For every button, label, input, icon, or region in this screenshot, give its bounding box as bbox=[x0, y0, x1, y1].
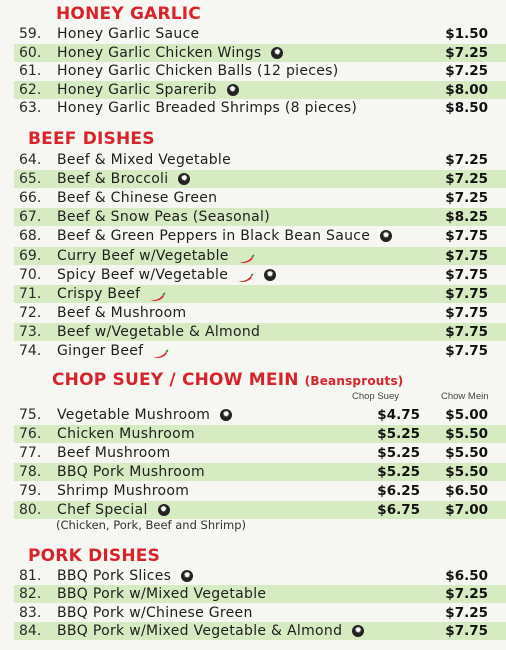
item-price-chow-mein: $5.50 bbox=[445, 445, 488, 461]
item-number: 71. bbox=[19, 285, 42, 302]
item-price: $7.75 bbox=[445, 247, 488, 264]
chili-pepper-icon bbox=[148, 289, 166, 299]
signature-star-icon: ✹ bbox=[271, 47, 283, 59]
chili-pepper-icon bbox=[237, 251, 255, 261]
menu-item-row bbox=[14, 585, 506, 603]
item-name-text: BBQ Pork Slices bbox=[57, 568, 172, 584]
item-number: 75. bbox=[19, 407, 42, 423]
item-name-text: Crispy Beef bbox=[57, 285, 141, 302]
item-name bbox=[57, 247, 255, 265]
signature-star-icon: ✹ bbox=[178, 173, 190, 185]
item-number: 73. bbox=[19, 323, 42, 340]
item-number: 84. bbox=[19, 623, 42, 640]
menu-item-row bbox=[14, 44, 506, 62]
item-price: $7.75 bbox=[445, 343, 488, 359]
item-name-text: Beef w/Vegetable & Almond bbox=[57, 323, 261, 340]
menu-item-row bbox=[14, 99, 506, 117]
item-number: 65. bbox=[19, 171, 42, 188]
chop-suey-title: CHOP SUEY / CHOW MEIN bbox=[52, 370, 299, 390]
signature-star-icon: ✹ bbox=[264, 269, 276, 281]
item-price-chow-mein: $5.50 bbox=[445, 426, 488, 442]
item-price-chop-suey: $5.25 bbox=[377, 426, 420, 442]
signature-star-icon: ✹ bbox=[227, 84, 239, 96]
item-name-text: Beef & Mushroom bbox=[57, 304, 187, 321]
item-price: $7.25 bbox=[445, 604, 488, 621]
item-price: $7.25 bbox=[445, 171, 488, 188]
menu-item-row bbox=[14, 170, 506, 188]
item-name-text: Honey Garlic Breaded Shrimps (8 pieces) bbox=[57, 100, 358, 117]
item-name bbox=[57, 323, 260, 341]
item-number: 81. bbox=[19, 568, 42, 584]
item-name-text: Vegetable Mushroom bbox=[57, 407, 211, 423]
menu-item-row bbox=[14, 266, 506, 284]
item-name bbox=[57, 622, 364, 640]
item-price: $7.75 bbox=[445, 285, 488, 302]
item-price: $7.75 bbox=[445, 228, 488, 245]
item-price-chop-suey: $4.75 bbox=[377, 407, 420, 423]
item-price-chow-mein: $5.00 bbox=[445, 407, 488, 423]
item-name-text: Honey Garlic Sauce bbox=[57, 26, 200, 42]
menu-item-row bbox=[14, 463, 506, 481]
item-price: $7.25 bbox=[445, 63, 488, 80]
item-number: 79. bbox=[19, 483, 42, 499]
item-price: $8.00 bbox=[445, 81, 488, 98]
menu-item-row bbox=[14, 81, 506, 99]
item-number: 78. bbox=[19, 464, 42, 480]
signature-star-icon: ✹ bbox=[181, 570, 193, 582]
item-name bbox=[57, 44, 283, 62]
item-name-text: Beef & Chinese Green bbox=[57, 190, 218, 207]
col-head-chow-mein: Chow Mein bbox=[441, 391, 489, 402]
item-number: 74. bbox=[19, 343, 42, 359]
item-number: 77. bbox=[19, 445, 42, 461]
item-number: 72. bbox=[19, 304, 42, 321]
item-price-chop-suey: $5.25 bbox=[377, 445, 420, 461]
section-title-beef: BEEF DISHES bbox=[28, 129, 155, 149]
item-name-text: Beef & Snow Peas (Seasonal) bbox=[57, 209, 270, 226]
item-name bbox=[57, 342, 169, 360]
item-price: $7.25 bbox=[445, 190, 488, 207]
section-title-chop-suey bbox=[52, 370, 403, 390]
item-price-chop-suey: $6.25 bbox=[377, 483, 420, 499]
item-name-text: Honey Garlic Sparerib bbox=[57, 81, 217, 98]
item-name-text: Spicy Beef w/Vegetable bbox=[57, 266, 229, 283]
item-name bbox=[57, 189, 217, 207]
item-price: $8.50 bbox=[445, 100, 488, 117]
item-name-text: BBQ Pork w/Mixed Vegetable & Almond bbox=[57, 623, 343, 640]
menu-item-row bbox=[14, 604, 506, 622]
menu-item-row bbox=[14, 567, 506, 585]
item-number: 61. bbox=[19, 63, 42, 80]
item-price-chow-mein: $7.00 bbox=[445, 502, 488, 518]
item-number: 62. bbox=[19, 81, 42, 98]
menu-item-row bbox=[14, 208, 506, 226]
item-price: $7.25 bbox=[445, 586, 488, 603]
item-price: $7.25 bbox=[445, 152, 488, 168]
item-name-text: Ginger Beef bbox=[57, 343, 144, 359]
menu-item-row bbox=[14, 227, 506, 245]
item-name bbox=[57, 208, 270, 226]
item-price-chow-mein: $6.50 bbox=[445, 483, 488, 499]
item-number: 67. bbox=[19, 209, 42, 226]
item-price: $7.75 bbox=[445, 304, 488, 321]
item-name bbox=[57, 99, 357, 117]
item-number: 80. bbox=[19, 502, 42, 518]
item-price: $6.50 bbox=[445, 568, 488, 584]
menu-item-row bbox=[14, 62, 506, 80]
menu-item-row bbox=[14, 323, 506, 341]
item-number: 59. bbox=[19, 26, 42, 42]
item-name bbox=[57, 585, 266, 603]
item-name-text: Beef & Broccoli bbox=[57, 171, 169, 188]
item-name-text: Beef Mushroom bbox=[57, 445, 171, 461]
item-number: 70. bbox=[19, 266, 42, 283]
menu-item-row bbox=[14, 25, 506, 43]
menu-item-row bbox=[14, 482, 506, 500]
item-price: $7.25 bbox=[445, 44, 488, 61]
item-name bbox=[57, 151, 231, 169]
item-name bbox=[57, 501, 170, 519]
item-price: $7.75 bbox=[445, 266, 488, 283]
item-price-chop-suey: $6.75 bbox=[377, 502, 420, 518]
item-price-chop-suey: $5.25 bbox=[377, 464, 420, 480]
menu-item-row bbox=[14, 342, 506, 360]
item-price: $7.75 bbox=[445, 323, 488, 340]
signature-star-icon: ✹ bbox=[220, 409, 232, 421]
item-name bbox=[57, 62, 339, 80]
section-title-pork: PORK DISHES bbox=[28, 546, 161, 566]
item-name-text: Curry Beef w/Vegetable bbox=[57, 247, 229, 264]
item-name-text: Chicken Mushroom bbox=[57, 426, 195, 442]
item-number: 64. bbox=[19, 152, 42, 168]
item-name-text: Honey Garlic Chicken Wings bbox=[57, 44, 262, 61]
item-price: $7.75 bbox=[445, 623, 488, 640]
section-title-honey-garlic: HONEY GARLIC bbox=[56, 4, 201, 24]
item-name bbox=[57, 604, 253, 622]
menu-item-row bbox=[14, 425, 506, 443]
menu-item-row bbox=[14, 406, 506, 424]
item-name bbox=[57, 285, 166, 303]
item-price: $1.50 bbox=[445, 26, 488, 42]
item-name bbox=[57, 482, 189, 500]
item-number: 66. bbox=[19, 190, 42, 207]
item-number: 83. bbox=[19, 604, 42, 621]
item-name bbox=[57, 444, 170, 462]
chili-pepper-icon bbox=[236, 270, 254, 280]
item-name bbox=[57, 425, 195, 443]
item-number: 63. bbox=[19, 100, 42, 117]
signature-star-icon: ✹ bbox=[352, 625, 364, 637]
menu-item-row bbox=[14, 501, 506, 519]
item-name-text: Shrimp Mushroom bbox=[57, 483, 190, 499]
item-name bbox=[57, 463, 205, 481]
item-name bbox=[57, 25, 199, 43]
item-name-text: BBQ Pork Mushroom bbox=[57, 464, 205, 480]
item-name bbox=[57, 406, 232, 424]
item-number: 68. bbox=[19, 228, 42, 245]
menu-item-row bbox=[14, 285, 506, 303]
item-name bbox=[57, 266, 276, 284]
item-name-text: Beef & Mixed Vegetable bbox=[57, 152, 232, 168]
chili-pepper-icon bbox=[151, 346, 169, 356]
item-name-text: Honey Garlic Chicken Balls (12 pieces) bbox=[57, 63, 339, 80]
item-number: 60. bbox=[19, 44, 42, 61]
chef-special-note: (Chicken, Pork, Beef and Shrimp) bbox=[56, 518, 247, 532]
item-name bbox=[57, 227, 392, 245]
item-price-chow-mein: $5.50 bbox=[445, 464, 488, 480]
menu-item-row bbox=[14, 444, 506, 462]
signature-star-icon: ✹ bbox=[380, 230, 392, 242]
menu-item-row bbox=[14, 151, 506, 169]
menu-item-row bbox=[14, 247, 506, 265]
item-number: 76. bbox=[19, 426, 42, 442]
item-name bbox=[57, 304, 186, 322]
item-name-text: BBQ Pork w/Mixed Vegetable bbox=[57, 586, 267, 603]
item-number: 69. bbox=[19, 247, 42, 264]
item-number: 82. bbox=[19, 586, 42, 603]
chop-suey-subtitle: (Beansprouts) bbox=[304, 374, 404, 388]
item-name bbox=[57, 81, 239, 99]
col-head-chop-suey: Chop Suey bbox=[352, 391, 400, 402]
signature-star-icon: ✹ bbox=[158, 504, 170, 516]
item-name-text: Chef Special bbox=[57, 502, 148, 518]
item-name bbox=[57, 567, 193, 585]
item-name-text: Beef & Green Peppers in Black Bean Sauce bbox=[57, 228, 371, 245]
menu-item-row bbox=[14, 622, 506, 640]
item-price: $8.25 bbox=[445, 209, 488, 226]
menu-item-row bbox=[14, 189, 506, 207]
item-name bbox=[57, 170, 190, 188]
item-name-text: BBQ Pork w/Chinese Green bbox=[57, 604, 253, 621]
menu-item-row bbox=[14, 304, 506, 322]
